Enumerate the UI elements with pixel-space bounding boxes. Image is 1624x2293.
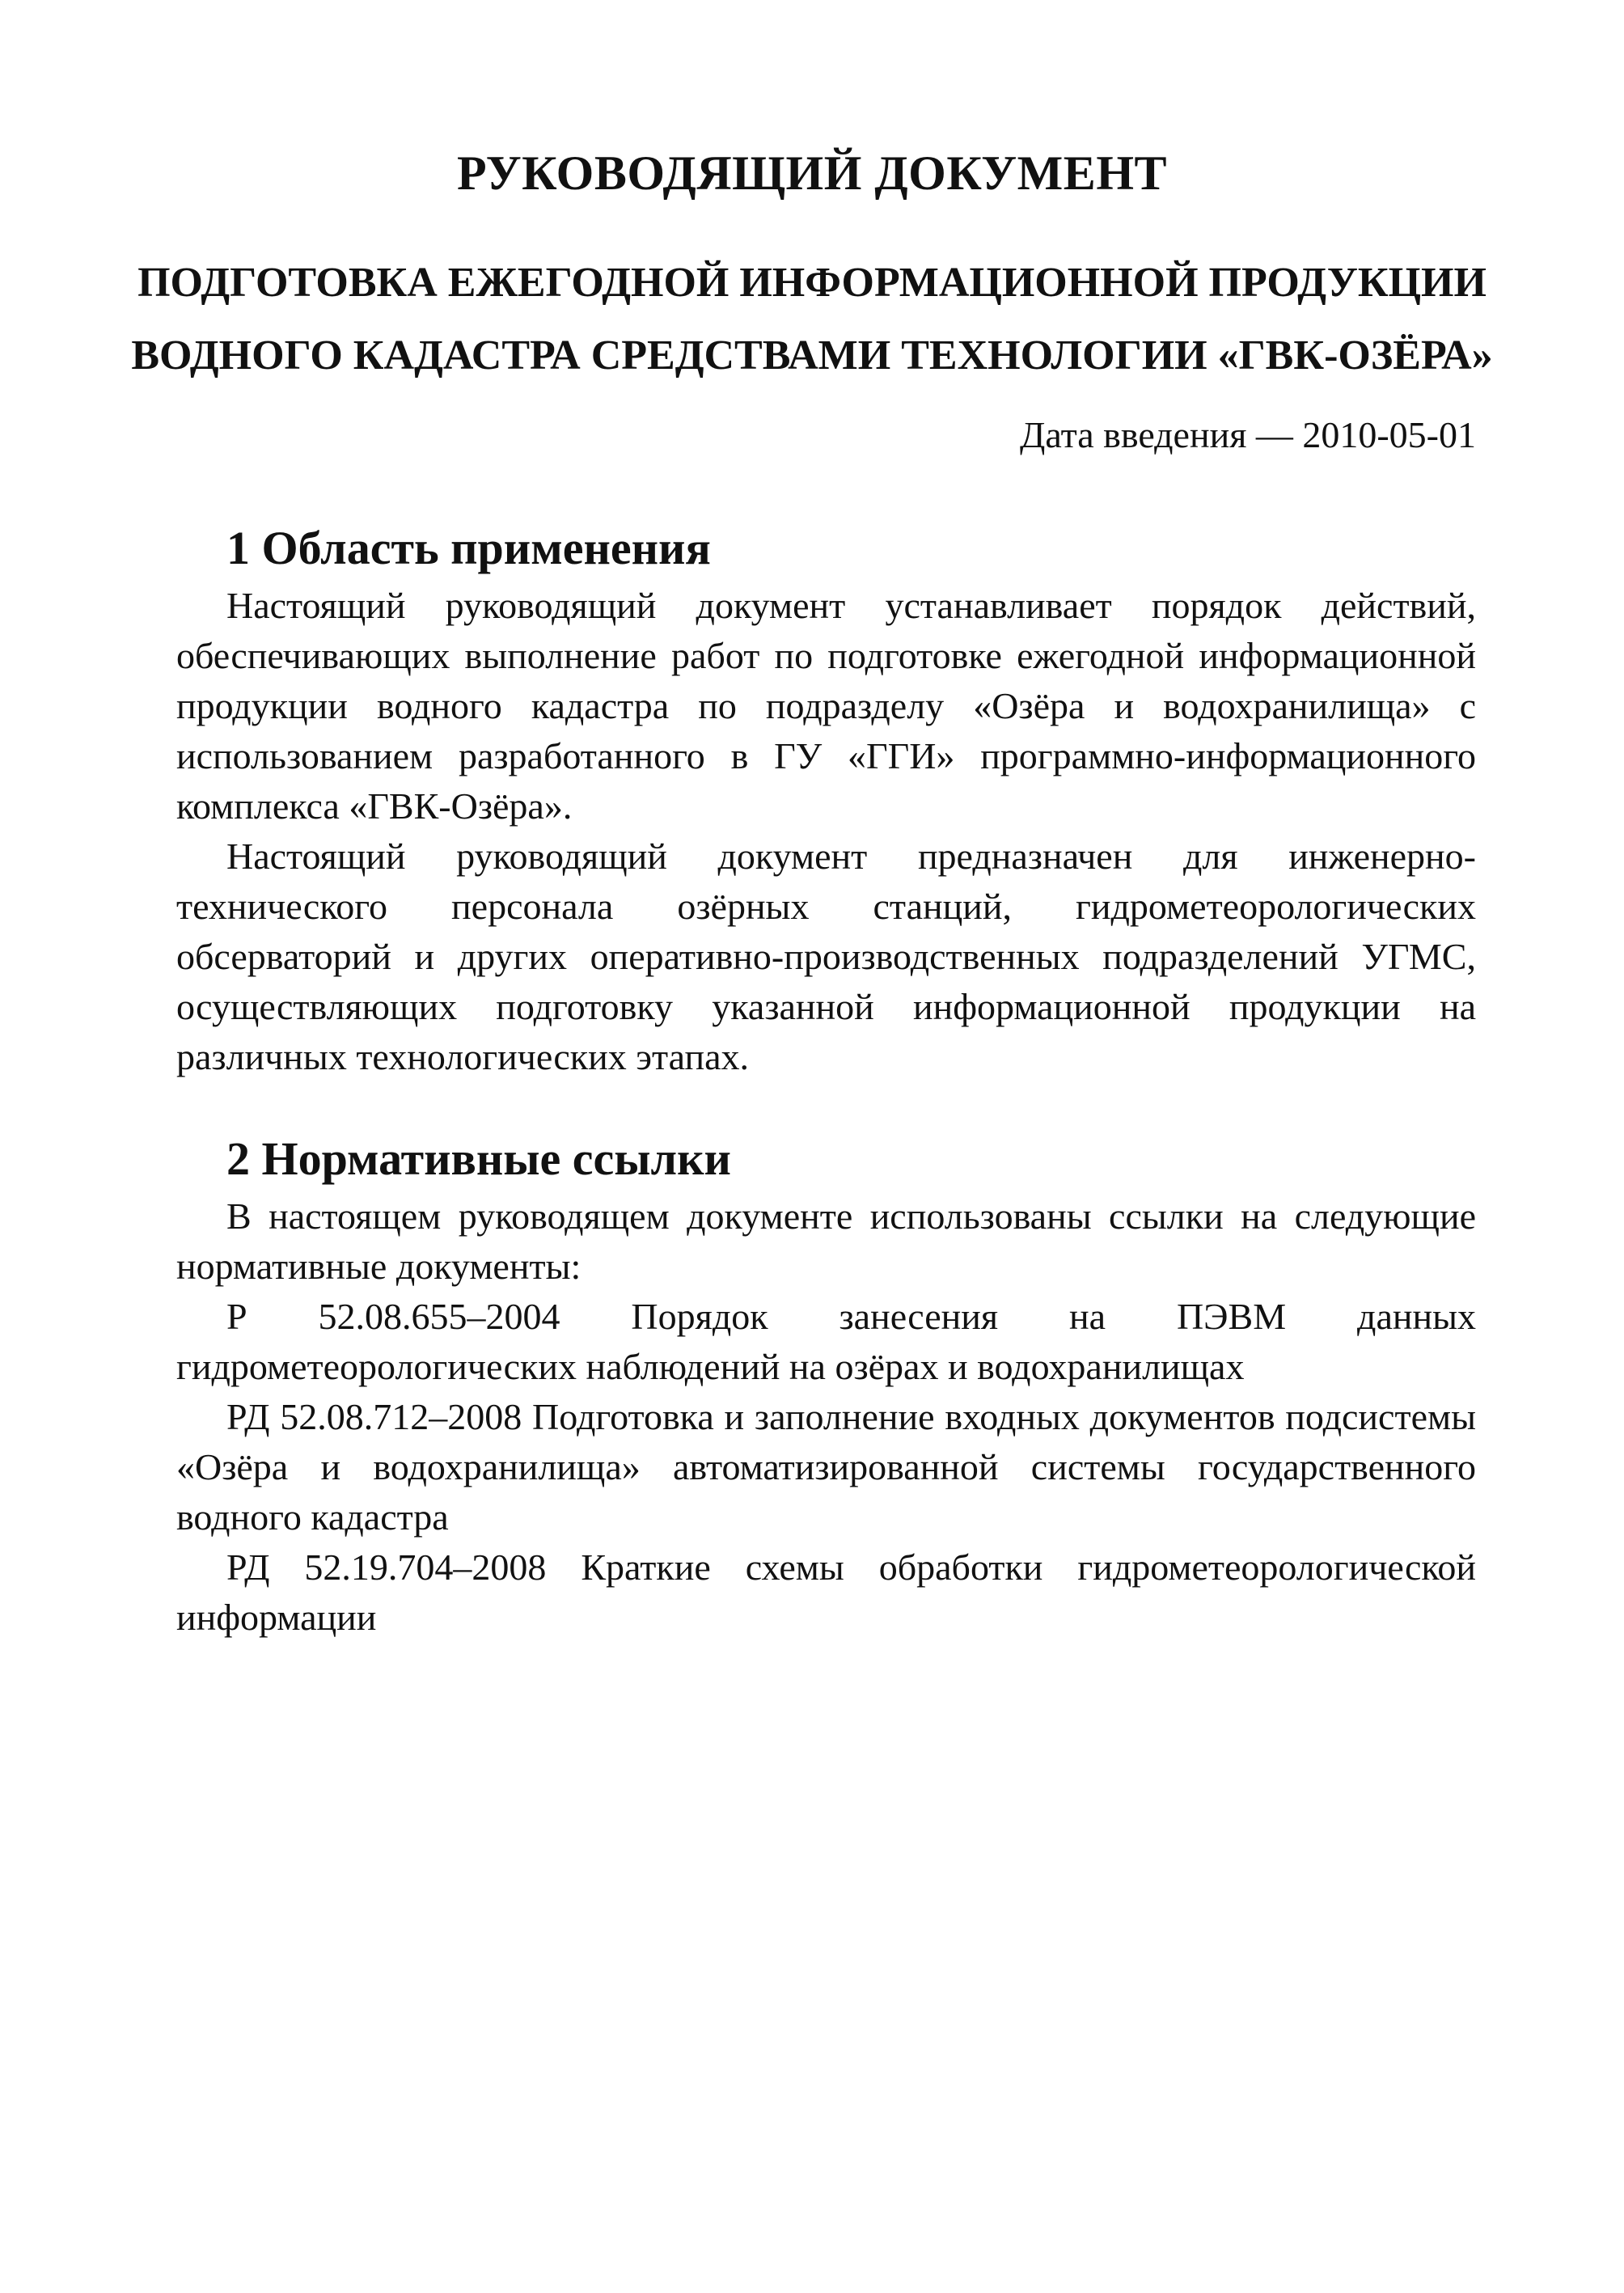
paragraph: В настоящем руководящем документе использованы ссылки на следующие нормативные документы: (176, 1195, 1476, 1287)
section-normative-references (176, 1128, 1476, 1643)
reference-item: Р 52.08.655–2004 Порядок занесения на ПЭВМ данных гидрометеорологических наблюдений на озёрах и водохранилищах (176, 1296, 1476, 1387)
document-title-line: ВОДНОГО КАДАСТРА СРЕДСТВАМИ ТЕХНОЛОГИИ «ГВК-ОЗЁРА» (131, 332, 1493, 379)
document-type-heading: РУКОВОДЯЩИЙ ДОКУМЕНТ (456, 146, 1168, 200)
section-heading: 2 Нормативные ссылки (226, 1132, 731, 1185)
paragraph: Настоящий руководящий документ устанавливает порядок действий, обеспечивающих выполнение работ по подготовке ежегодной информационной продукции водного кадастра по подразделу «Озёра и водохранилища» с использованием разработанного в ГУ «ГГИ» программно-информационного комплекса «ГВК-Озёра». (176, 585, 1476, 827)
introduction-date: Дата введения — 2010-05-01 (1019, 414, 1476, 455)
section-scope (176, 518, 1476, 1082)
section-heading: 1 Область применения (226, 522, 711, 574)
paragraph: Настоящий руководящий документ предназначен для инженерно-технического персонала озёрных станций, гидрометеорологических обсерваторий и других оперативно-производственных подразделений УГМС, осуществляющих подготовку указанной информационной продукции на различных технологических этапах. (176, 836, 1476, 1077)
document-title (121, 247, 1503, 392)
document-title-line: ПОДГОТОВКА ЕЖЕГОДНОЙ ИНФОРМАЦИОННОЙ ПРОДУКЦИИ (137, 260, 1487, 306)
reference-item: РД 52.08.712–2008 Подготовка и заполнение входных документов подсистемы «Озёра и водохранилища» автоматизированной системы государственного водного кадастра (176, 1396, 1476, 1538)
reference-item: РД 52.19.704–2008 Краткие схемы обработки гидрометеорологической информации (176, 1546, 1476, 1638)
